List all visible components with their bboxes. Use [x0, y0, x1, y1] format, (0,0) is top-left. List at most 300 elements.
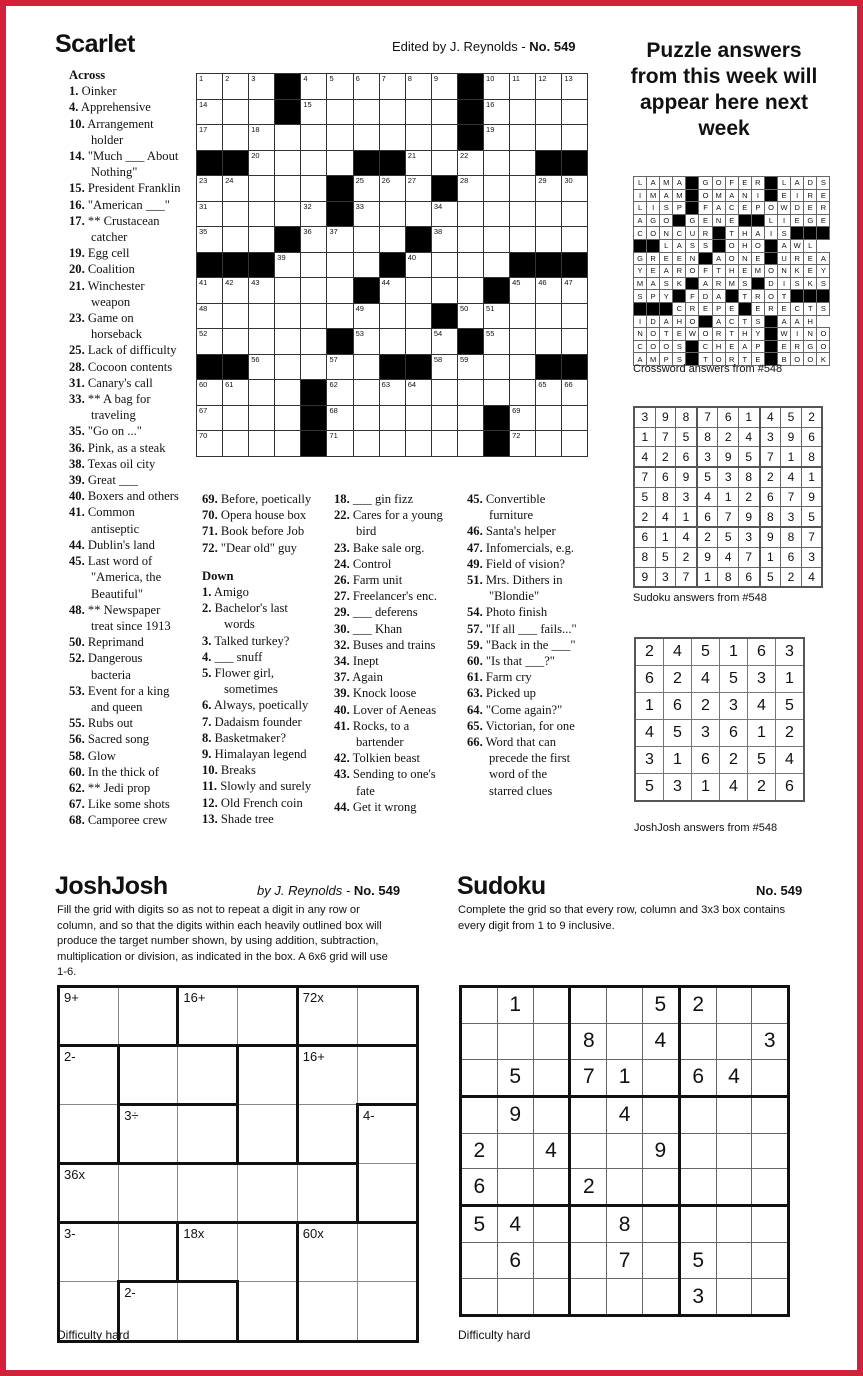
crossword-cell[interactable] — [536, 329, 562, 355]
crossword-cell[interactable] — [249, 303, 275, 329]
crossword-cell[interactable] — [275, 125, 301, 151]
crossword-cell[interactable] — [301, 227, 327, 253]
joshjosh-cell[interactable] — [178, 1046, 237, 1105]
clue-text: Oinker — [78, 84, 117, 99]
sudoku-cell[interactable] — [716, 1169, 752, 1206]
crossword-cell[interactable] — [379, 380, 405, 406]
joshjosh-cell[interactable] — [59, 1105, 119, 1164]
joshjosh-cell[interactable] — [59, 1223, 119, 1282]
crossword-cell[interactable] — [223, 303, 249, 329]
clue-text: Sending to one's — [349, 767, 436, 782]
crossword-cell[interactable] — [197, 405, 223, 431]
sudoku-cell[interactable] — [533, 1206, 570, 1243]
crossword-cell[interactable] — [223, 380, 249, 406]
crossword-cell[interactable] — [249, 278, 275, 304]
crossword-cell[interactable] — [197, 74, 223, 100]
crossword-cell[interactable] — [353, 329, 379, 355]
crossword-cell[interactable] — [562, 227, 588, 253]
crossword-cell[interactable] — [353, 303, 379, 329]
joshjosh-cell[interactable] — [59, 1164, 119, 1223]
crossword-cell[interactable] — [327, 74, 353, 100]
sudoku-cell[interactable] — [716, 1206, 752, 1243]
crossword-cell[interactable] — [431, 227, 457, 253]
sudoku-cell[interactable] — [716, 1243, 752, 1279]
joshjosh-cell[interactable] — [297, 1164, 357, 1223]
sudoku-cell[interactable] — [679, 1206, 716, 1243]
crossword-cell[interactable] — [353, 99, 379, 125]
crossword-cell[interactable] — [536, 227, 562, 253]
crossword-cell[interactable] — [197, 227, 223, 253]
sudoku-cell[interactable] — [570, 1133, 607, 1169]
sudoku-cell[interactable] — [570, 1096, 607, 1133]
crossword-cell[interactable] — [301, 150, 327, 176]
crossword-cell[interactable] — [536, 176, 562, 202]
crossword-cell[interactable] — [405, 150, 431, 176]
crossword-cell[interactable] — [249, 227, 275, 253]
crossword-cell[interactable] — [562, 380, 588, 406]
crossword-cell[interactable] — [457, 354, 483, 380]
sudoku-cell[interactable] — [461, 1059, 498, 1096]
answer-digit: 3 — [697, 447, 718, 467]
crossword-cell[interactable] — [562, 431, 588, 457]
crossword-cell[interactable] — [536, 380, 562, 406]
crossword-cell[interactable] — [379, 431, 405, 457]
crossword-cell[interactable] — [457, 380, 483, 406]
crossword-cell[interactable] — [431, 150, 457, 176]
joshjosh-cell[interactable] — [297, 1105, 357, 1164]
joshjosh-cell[interactable] — [178, 1105, 237, 1164]
crossword-cell[interactable] — [457, 252, 483, 278]
crossword-cell[interactable] — [457, 431, 483, 457]
crossword-cell[interactable] — [457, 227, 483, 253]
sudoku-cell[interactable] — [642, 1279, 679, 1316]
joshjosh-cell[interactable] — [237, 1046, 297, 1105]
crossword-cell[interactable] — [327, 303, 353, 329]
crossword-cell[interactable] — [275, 380, 301, 406]
cell-number: 26 — [381, 176, 390, 185]
crossword-cell[interactable] — [562, 125, 588, 151]
sudoku-cell[interactable] — [607, 987, 643, 1024]
crossword-cell[interactable] — [301, 74, 327, 100]
joshjosh-cell[interactable] — [178, 1164, 237, 1223]
crossword-cell[interactable] — [379, 201, 405, 227]
crossword-cell[interactable] — [275, 278, 301, 304]
crossword-cell[interactable] — [431, 431, 457, 457]
crossword-cell[interactable] — [562, 74, 588, 100]
crossword-cell[interactable] — [223, 201, 249, 227]
crossword-cell[interactable] — [379, 74, 405, 100]
sudoku-cell[interactable] — [752, 987, 789, 1024]
crossword-cell[interactable] — [484, 176, 510, 202]
crossword-cell[interactable] — [197, 176, 223, 202]
clue-number: 42. — [334, 751, 350, 766]
crossword-cell[interactable] — [405, 278, 431, 304]
sudoku-cell[interactable] — [642, 1096, 679, 1133]
crossword-cell[interactable] — [562, 329, 588, 355]
crossword-cell[interactable] — [405, 176, 431, 202]
joshjosh-cell[interactable] — [357, 1105, 417, 1164]
joshjosh-cell[interactable] — [119, 987, 178, 1046]
crossword-cell[interactable] — [510, 303, 536, 329]
clue — [334, 621, 443, 637]
crossword-cell[interactable] — [249, 431, 275, 457]
crossword-cell[interactable] — [353, 227, 379, 253]
crossword-cell[interactable] — [405, 431, 431, 457]
crossword-cell[interactable] — [379, 405, 405, 431]
crossword-cell[interactable] — [405, 99, 431, 125]
crossword-cell[interactable] — [431, 329, 457, 355]
crossword-cell[interactable] — [536, 278, 562, 304]
sudoku-cell[interactable] — [607, 1279, 643, 1316]
crossword-cell[interactable] — [484, 252, 510, 278]
sudoku-cell[interactable] — [533, 1096, 570, 1133]
sudoku-cell[interactable] — [752, 1206, 789, 1243]
joshjosh-cell[interactable] — [119, 1223, 178, 1282]
joshjosh-cell[interactable] — [119, 1164, 178, 1223]
sudoku-cell[interactable] — [752, 1243, 789, 1279]
sudoku-cell[interactable] — [716, 987, 752, 1024]
crossword-cell[interactable] — [249, 380, 275, 406]
crossword-cell[interactable] — [197, 99, 223, 125]
crossword-cell[interactable] — [510, 74, 536, 100]
crossword-cell[interactable] — [536, 303, 562, 329]
crossword-cell[interactable] — [484, 125, 510, 151]
crossword-cell[interactable] — [197, 201, 223, 227]
crossword-cell[interactable] — [510, 125, 536, 151]
sudoku-cell[interactable] — [461, 1096, 498, 1133]
crossword-cell[interactable] — [536, 125, 562, 151]
crossword-cell[interactable] — [457, 278, 483, 304]
joshjosh-cell[interactable] — [297, 1223, 357, 1282]
sudoku-cell[interactable] — [716, 1096, 752, 1133]
crossword-cell[interactable] — [431, 354, 457, 380]
crossword-cell[interactable] — [275, 201, 301, 227]
crossword-cell[interactable] — [275, 431, 301, 457]
cell-number: 14 — [199, 99, 208, 109]
answer-letter: R — [751, 290, 764, 303]
sudoku-cell[interactable] — [716, 1023, 752, 1059]
crossword-cell[interactable] — [353, 380, 379, 406]
crossword-cell[interactable] — [223, 99, 249, 125]
crossword-cell[interactable] — [510, 380, 536, 406]
sudoku-cell[interactable] — [752, 1133, 789, 1169]
crossword-cell[interactable] — [353, 252, 379, 278]
answer-letter: T — [660, 328, 673, 341]
crossword-cell[interactable] — [431, 252, 457, 278]
crossword-cell[interactable] — [562, 405, 588, 431]
crossword-cell[interactable] — [327, 99, 353, 125]
crossword-cell[interactable] — [275, 405, 301, 431]
crossword-cell[interactable] — [197, 431, 223, 457]
crossword-cell[interactable] — [379, 176, 405, 202]
crossword-cell[interactable] — [510, 201, 536, 227]
sudoku-cell[interactable] — [679, 1133, 716, 1169]
crossword-cell[interactable] — [223, 278, 249, 304]
crossword-cell[interactable] — [562, 99, 588, 125]
sudoku-cell[interactable] — [679, 1096, 716, 1133]
sudoku-cell[interactable] — [607, 1023, 643, 1059]
joshjosh-cell[interactable] — [357, 987, 417, 1046]
sudoku-cell[interactable] — [642, 1169, 679, 1206]
sudoku-cell[interactable] — [497, 1279, 533, 1316]
crossword-cell[interactable] — [536, 74, 562, 100]
crossword-cell[interactable] — [510, 278, 536, 304]
crossword-cell[interactable] — [275, 176, 301, 202]
sudoku-cell[interactable] — [533, 1023, 570, 1059]
crossword-cell[interactable] — [353, 431, 379, 457]
sudoku-cell[interactable] — [716, 1279, 752, 1316]
crossword-cell[interactable] — [223, 74, 249, 100]
joshjosh-cell[interactable] — [119, 1105, 178, 1164]
crossword-cell[interactable] — [510, 176, 536, 202]
crossword-cell[interactable] — [223, 431, 249, 457]
crossword-cell[interactable] — [327, 125, 353, 151]
crossword-cell[interactable] — [405, 201, 431, 227]
sudoku-cell[interactable] — [533, 1279, 570, 1316]
crossword-cell[interactable] — [327, 431, 353, 457]
sudoku-cell[interactable] — [642, 1206, 679, 1243]
sudoku-cell[interactable] — [461, 987, 498, 1024]
crossword-cell[interactable] — [484, 354, 510, 380]
crossword-cell[interactable] — [484, 329, 510, 355]
sudoku-cell[interactable] — [752, 1169, 789, 1206]
crossword-cell[interactable] — [457, 405, 483, 431]
crossword-cell[interactable] — [379, 303, 405, 329]
crossword-cell[interactable] — [405, 252, 431, 278]
crossword-cell[interactable] — [301, 125, 327, 151]
crossword-cell[interactable] — [275, 329, 301, 355]
joshjosh-cell[interactable] — [59, 987, 119, 1046]
crossword-cell[interactable] — [536, 99, 562, 125]
crossword-cell[interactable] — [275, 303, 301, 329]
crossword-cell[interactable] — [275, 150, 301, 176]
crossword-cell[interactable] — [353, 201, 379, 227]
crossword-cell[interactable] — [405, 329, 431, 355]
crossword-cell[interactable] — [379, 99, 405, 125]
crossword-cell[interactable] — [353, 354, 379, 380]
black-square — [327, 329, 353, 355]
joshjosh-cell[interactable] — [59, 1046, 119, 1105]
sudoku-cell[interactable] — [497, 1169, 533, 1206]
sudoku-cell[interactable] — [570, 1206, 607, 1243]
sudoku-cell[interactable] — [642, 1243, 679, 1279]
crossword-cell[interactable] — [327, 252, 353, 278]
crossword-cell[interactable] — [405, 303, 431, 329]
crossword-cell[interactable] — [431, 380, 457, 406]
crossword-cell[interactable] — [484, 74, 510, 100]
answer-letter: N — [778, 265, 791, 278]
sudoku-cell[interactable] — [570, 987, 607, 1024]
sudoku-cell[interactable] — [497, 1133, 533, 1169]
crossword-cell[interactable] — [484, 380, 510, 406]
joshjosh-cell[interactable] — [178, 987, 237, 1046]
crossword-cell[interactable] — [327, 354, 353, 380]
crossword-cell[interactable] — [249, 125, 275, 151]
joshjosh-cell[interactable] — [297, 1282, 357, 1341]
crossword-cell[interactable] — [379, 227, 405, 253]
crossword-cell[interactable] — [223, 176, 249, 202]
answer-letter: E — [804, 202, 817, 215]
clue — [202, 795, 311, 811]
crossword-cell[interactable] — [562, 303, 588, 329]
crossword-cell[interactable] — [353, 405, 379, 431]
crossword-cell[interactable] — [431, 125, 457, 151]
sudoku-cell[interactable] — [679, 1023, 716, 1059]
answer-letter: S — [738, 277, 751, 290]
crossword-cell[interactable] — [223, 125, 249, 151]
crossword-cell[interactable] — [327, 278, 353, 304]
joshjosh-cell[interactable] — [357, 1046, 417, 1105]
joshjosh-cell[interactable] — [178, 1223, 237, 1282]
sudoku-cell[interactable] — [642, 1059, 679, 1096]
joshjosh-cell[interactable] — [237, 1282, 297, 1341]
sudoku-cell[interactable] — [461, 1023, 498, 1059]
crossword-cell[interactable] — [510, 99, 536, 125]
crossword-cell[interactable] — [431, 74, 457, 100]
sudoku-cell[interactable] — [716, 1133, 752, 1169]
crossword-cell[interactable] — [249, 329, 275, 355]
crossword-cell[interactable] — [249, 405, 275, 431]
crossword-cell[interactable] — [457, 150, 483, 176]
crossword-cell[interactable] — [510, 150, 536, 176]
sudoku-cell[interactable] — [570, 1279, 607, 1316]
crossword-cell[interactable] — [197, 329, 223, 355]
answer-letter: E — [778, 302, 791, 315]
joshjosh-cell[interactable] — [178, 1282, 237, 1341]
sudoku-cell[interactable] — [752, 1059, 789, 1096]
crossword-cell[interactable] — [379, 329, 405, 355]
black-square — [686, 340, 699, 353]
sudoku-cell[interactable] — [752, 1279, 789, 1316]
crossword-cell[interactable] — [405, 125, 431, 151]
crossword-cell[interactable] — [301, 329, 327, 355]
sudoku-cell[interactable] — [607, 1133, 643, 1169]
clue — [69, 310, 181, 326]
joshjosh-cell[interactable] — [237, 1164, 297, 1223]
given-digit: 3 — [679, 1279, 716, 1316]
crossword-cell[interactable] — [431, 201, 457, 227]
crossword-cell[interactable] — [536, 431, 562, 457]
sudoku-cell[interactable] — [533, 1059, 570, 1096]
crossword-cell[interactable] — [197, 303, 223, 329]
crossword-cell[interactable] — [562, 278, 588, 304]
crossword-cell[interactable] — [249, 201, 275, 227]
crossword-cell[interactable] — [484, 201, 510, 227]
crossword-cell[interactable] — [301, 354, 327, 380]
crossword-cell[interactable] — [275, 252, 301, 278]
crossword-cell[interactable] — [249, 150, 275, 176]
crossword-cell[interactable] — [457, 176, 483, 202]
crossword-cell[interactable] — [223, 227, 249, 253]
crossword-cell[interactable] — [197, 278, 223, 304]
crossword-cell[interactable] — [249, 74, 275, 100]
crossword-cell[interactable] — [510, 329, 536, 355]
sudoku-cell[interactable] — [570, 1243, 607, 1279]
joshjosh-difficulty: Difficulty hard — [57, 1328, 130, 1342]
joshjosh-cell[interactable] — [297, 1046, 357, 1105]
crossword-cell[interactable] — [197, 125, 223, 151]
answer-letter: C — [634, 340, 647, 353]
crossword-cell[interactable] — [379, 125, 405, 151]
crossword-cell[interactable] — [431, 405, 457, 431]
joshjosh-cell[interactable] — [357, 1223, 417, 1282]
sudoku-cell[interactable] — [497, 1023, 533, 1059]
crossword-cell[interactable] — [353, 176, 379, 202]
crossword-cell[interactable] — [510, 354, 536, 380]
crossword-cell[interactable] — [510, 431, 536, 457]
sudoku-cell[interactable] — [607, 1169, 643, 1206]
joshjosh-cell[interactable] — [119, 1046, 178, 1105]
crossword-cell[interactable] — [457, 201, 483, 227]
crossword-cell[interactable] — [197, 380, 223, 406]
sudoku-cell[interactable] — [679, 1169, 716, 1206]
crossword-cell[interactable] — [301, 176, 327, 202]
crossword-cell[interactable] — [484, 150, 510, 176]
crossword-cell[interactable] — [405, 74, 431, 100]
crossword-cell[interactable] — [301, 99, 327, 125]
clue-number: 58. — [69, 748, 85, 763]
crossword-cell[interactable] — [327, 150, 353, 176]
crossword-cell[interactable] — [327, 380, 353, 406]
joshjosh-cell[interactable] — [357, 1164, 417, 1223]
sudoku-cell[interactable] — [533, 1243, 570, 1279]
crossword-cell[interactable] — [275, 354, 301, 380]
crossword-cell[interactable] — [484, 99, 510, 125]
crossword-cell[interactable] — [301, 201, 327, 227]
crossword-cell[interactable] — [405, 380, 431, 406]
crossword-cell[interactable] — [223, 329, 249, 355]
crossword-cell[interactable] — [536, 405, 562, 431]
crossword-cell[interactable] — [536, 201, 562, 227]
crossword-cell[interactable] — [405, 405, 431, 431]
joshjosh-cell[interactable] — [237, 987, 297, 1046]
sudoku-cell[interactable] — [461, 1243, 498, 1279]
crossword-cell[interactable] — [562, 201, 588, 227]
clue-number: 24. — [334, 556, 350, 571]
crossword-cell[interactable] — [249, 354, 275, 380]
sudoku-cell[interactable] — [533, 1169, 570, 1206]
crossword-cell[interactable] — [223, 405, 249, 431]
crossword-cell[interactable] — [562, 176, 588, 202]
crossword-cell[interactable] — [249, 176, 275, 202]
sudoku-cell[interactable] — [752, 1096, 789, 1133]
crossword-cell[interactable] — [431, 99, 457, 125]
crossword-cell[interactable] — [327, 227, 353, 253]
joshjosh-cell[interactable] — [357, 1282, 417, 1341]
joshjosh-cell[interactable] — [297, 987, 357, 1046]
crossword-cell[interactable] — [249, 99, 275, 125]
crossword-cell[interactable] — [510, 405, 536, 431]
joshjosh-cell[interactable] — [237, 1105, 297, 1164]
sudoku-cell[interactable] — [461, 1279, 498, 1316]
crossword-cell[interactable] — [379, 278, 405, 304]
crossword-cell[interactable] — [353, 125, 379, 151]
crossword-cell[interactable] — [301, 252, 327, 278]
crossword-cell[interactable] — [484, 303, 510, 329]
crossword-cell[interactable] — [431, 278, 457, 304]
crossword-cell[interactable] — [457, 303, 483, 329]
crossword-cell[interactable] — [510, 227, 536, 253]
crossword-cell[interactable] — [301, 278, 327, 304]
crossword-cell[interactable] — [484, 227, 510, 253]
clue-number: 48. — [69, 602, 85, 617]
joshjosh-cell[interactable] — [237, 1223, 297, 1282]
crossword-cell[interactable] — [301, 303, 327, 329]
clue — [69, 780, 181, 796]
sudoku-cell[interactable] — [533, 987, 570, 1024]
crossword-cell[interactable] — [327, 405, 353, 431]
crossword-cell[interactable] — [353, 74, 379, 100]
